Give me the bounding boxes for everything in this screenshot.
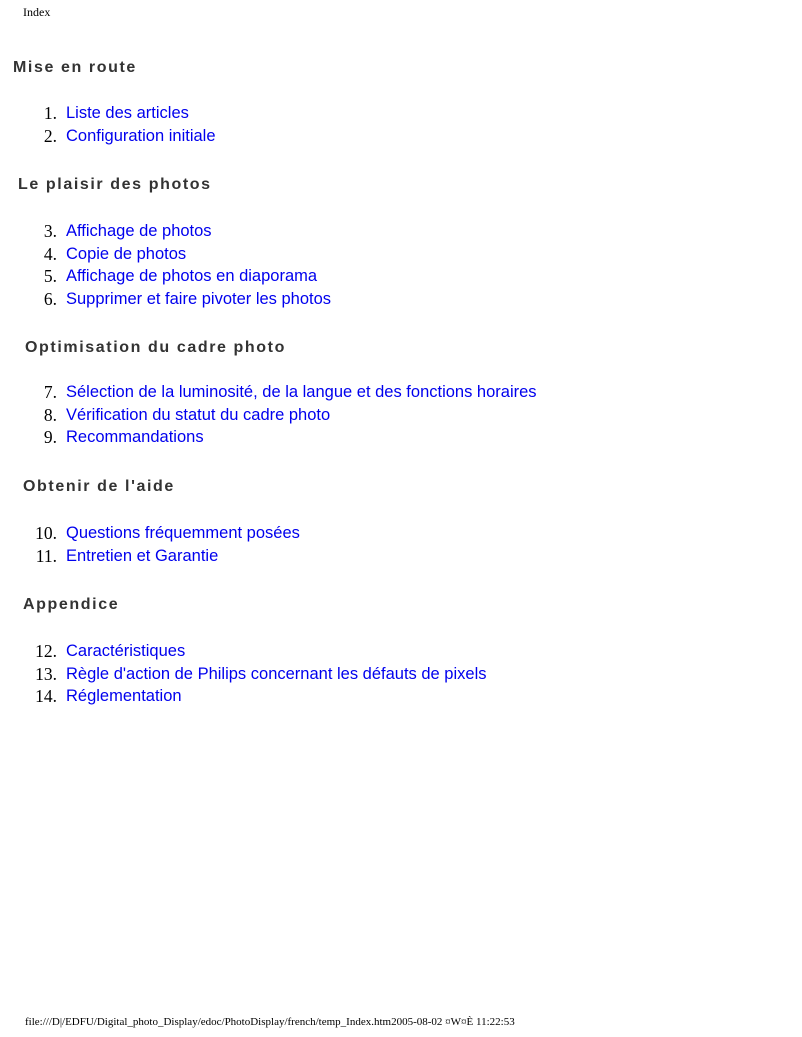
page-header-title: Index xyxy=(23,5,51,19)
link-verification-statut[interactable]: Vérification du statut du cadre photo xyxy=(66,405,331,424)
item-number: 10. xyxy=(35,523,57,543)
section-title-mise-en-route: Mise en route xyxy=(13,59,137,76)
item-number: 6. xyxy=(43,288,57,309)
link-questions-frequentes[interactable]: Questions fréquemment posées xyxy=(66,524,300,542)
link-reglementation[interactable]: Réglementation xyxy=(66,687,182,705)
section-title-optimisation: Optimisation du cadre photo xyxy=(25,339,286,356)
link-regle-pixels[interactable]: Règle d'action de Philips concernant les défauts de pixels xyxy=(66,664,487,683)
link-caracteristiques[interactable]: Caractéristiques xyxy=(66,642,186,660)
link-copie-de-photos[interactable]: Copie de photos xyxy=(66,244,187,263)
section-title-appendice: Appendice xyxy=(23,596,120,613)
item-number: 11. xyxy=(35,545,57,566)
link-liste-des-articles[interactable]: Liste des articles xyxy=(66,104,189,122)
item-number: 12. xyxy=(35,641,57,661)
item-number: 13. xyxy=(35,663,57,684)
item-number: 7. xyxy=(43,382,57,402)
item-number: 9. xyxy=(43,427,57,447)
page-footer-path: file:///D|/EDFU/Digital_photo_Display/edoc/PhotoDisplay/french/temp_Index.htm2005-08-02 ¤W¤È 11:22:53 xyxy=(25,1016,515,1028)
link-entretien-garantie[interactable]: Entretien et Garantie xyxy=(66,546,219,565)
item-number: 14. xyxy=(35,686,57,706)
item-number: 8. xyxy=(43,404,57,425)
item-number: 2. xyxy=(43,125,57,146)
link-recommandations[interactable]: Recommandations xyxy=(66,428,204,446)
link-affichage-de-photos[interactable]: Affichage de photos xyxy=(66,222,212,240)
section-title-le-plaisir-des-photos: Le plaisir des photos xyxy=(18,176,212,193)
item-number: 4. xyxy=(43,243,57,264)
link-selection-luminosite[interactable]: Sélection de la luminosité, de la langue et des fonctions horaires xyxy=(66,383,537,401)
item-number: 3. xyxy=(43,221,57,241)
item-number: 5. xyxy=(43,266,57,286)
item-number: 1. xyxy=(43,103,57,123)
link-affichage-diaporama[interactable]: Affichage de photos en diaporama xyxy=(66,267,318,285)
link-configuration-initiale[interactable]: Configuration initiale xyxy=(66,126,216,145)
section-title-obtenir-aide: Obtenir de l'aide xyxy=(23,478,175,495)
link-supprimer-pivoter[interactable]: Supprimer et faire pivoter les photos xyxy=(66,289,332,308)
